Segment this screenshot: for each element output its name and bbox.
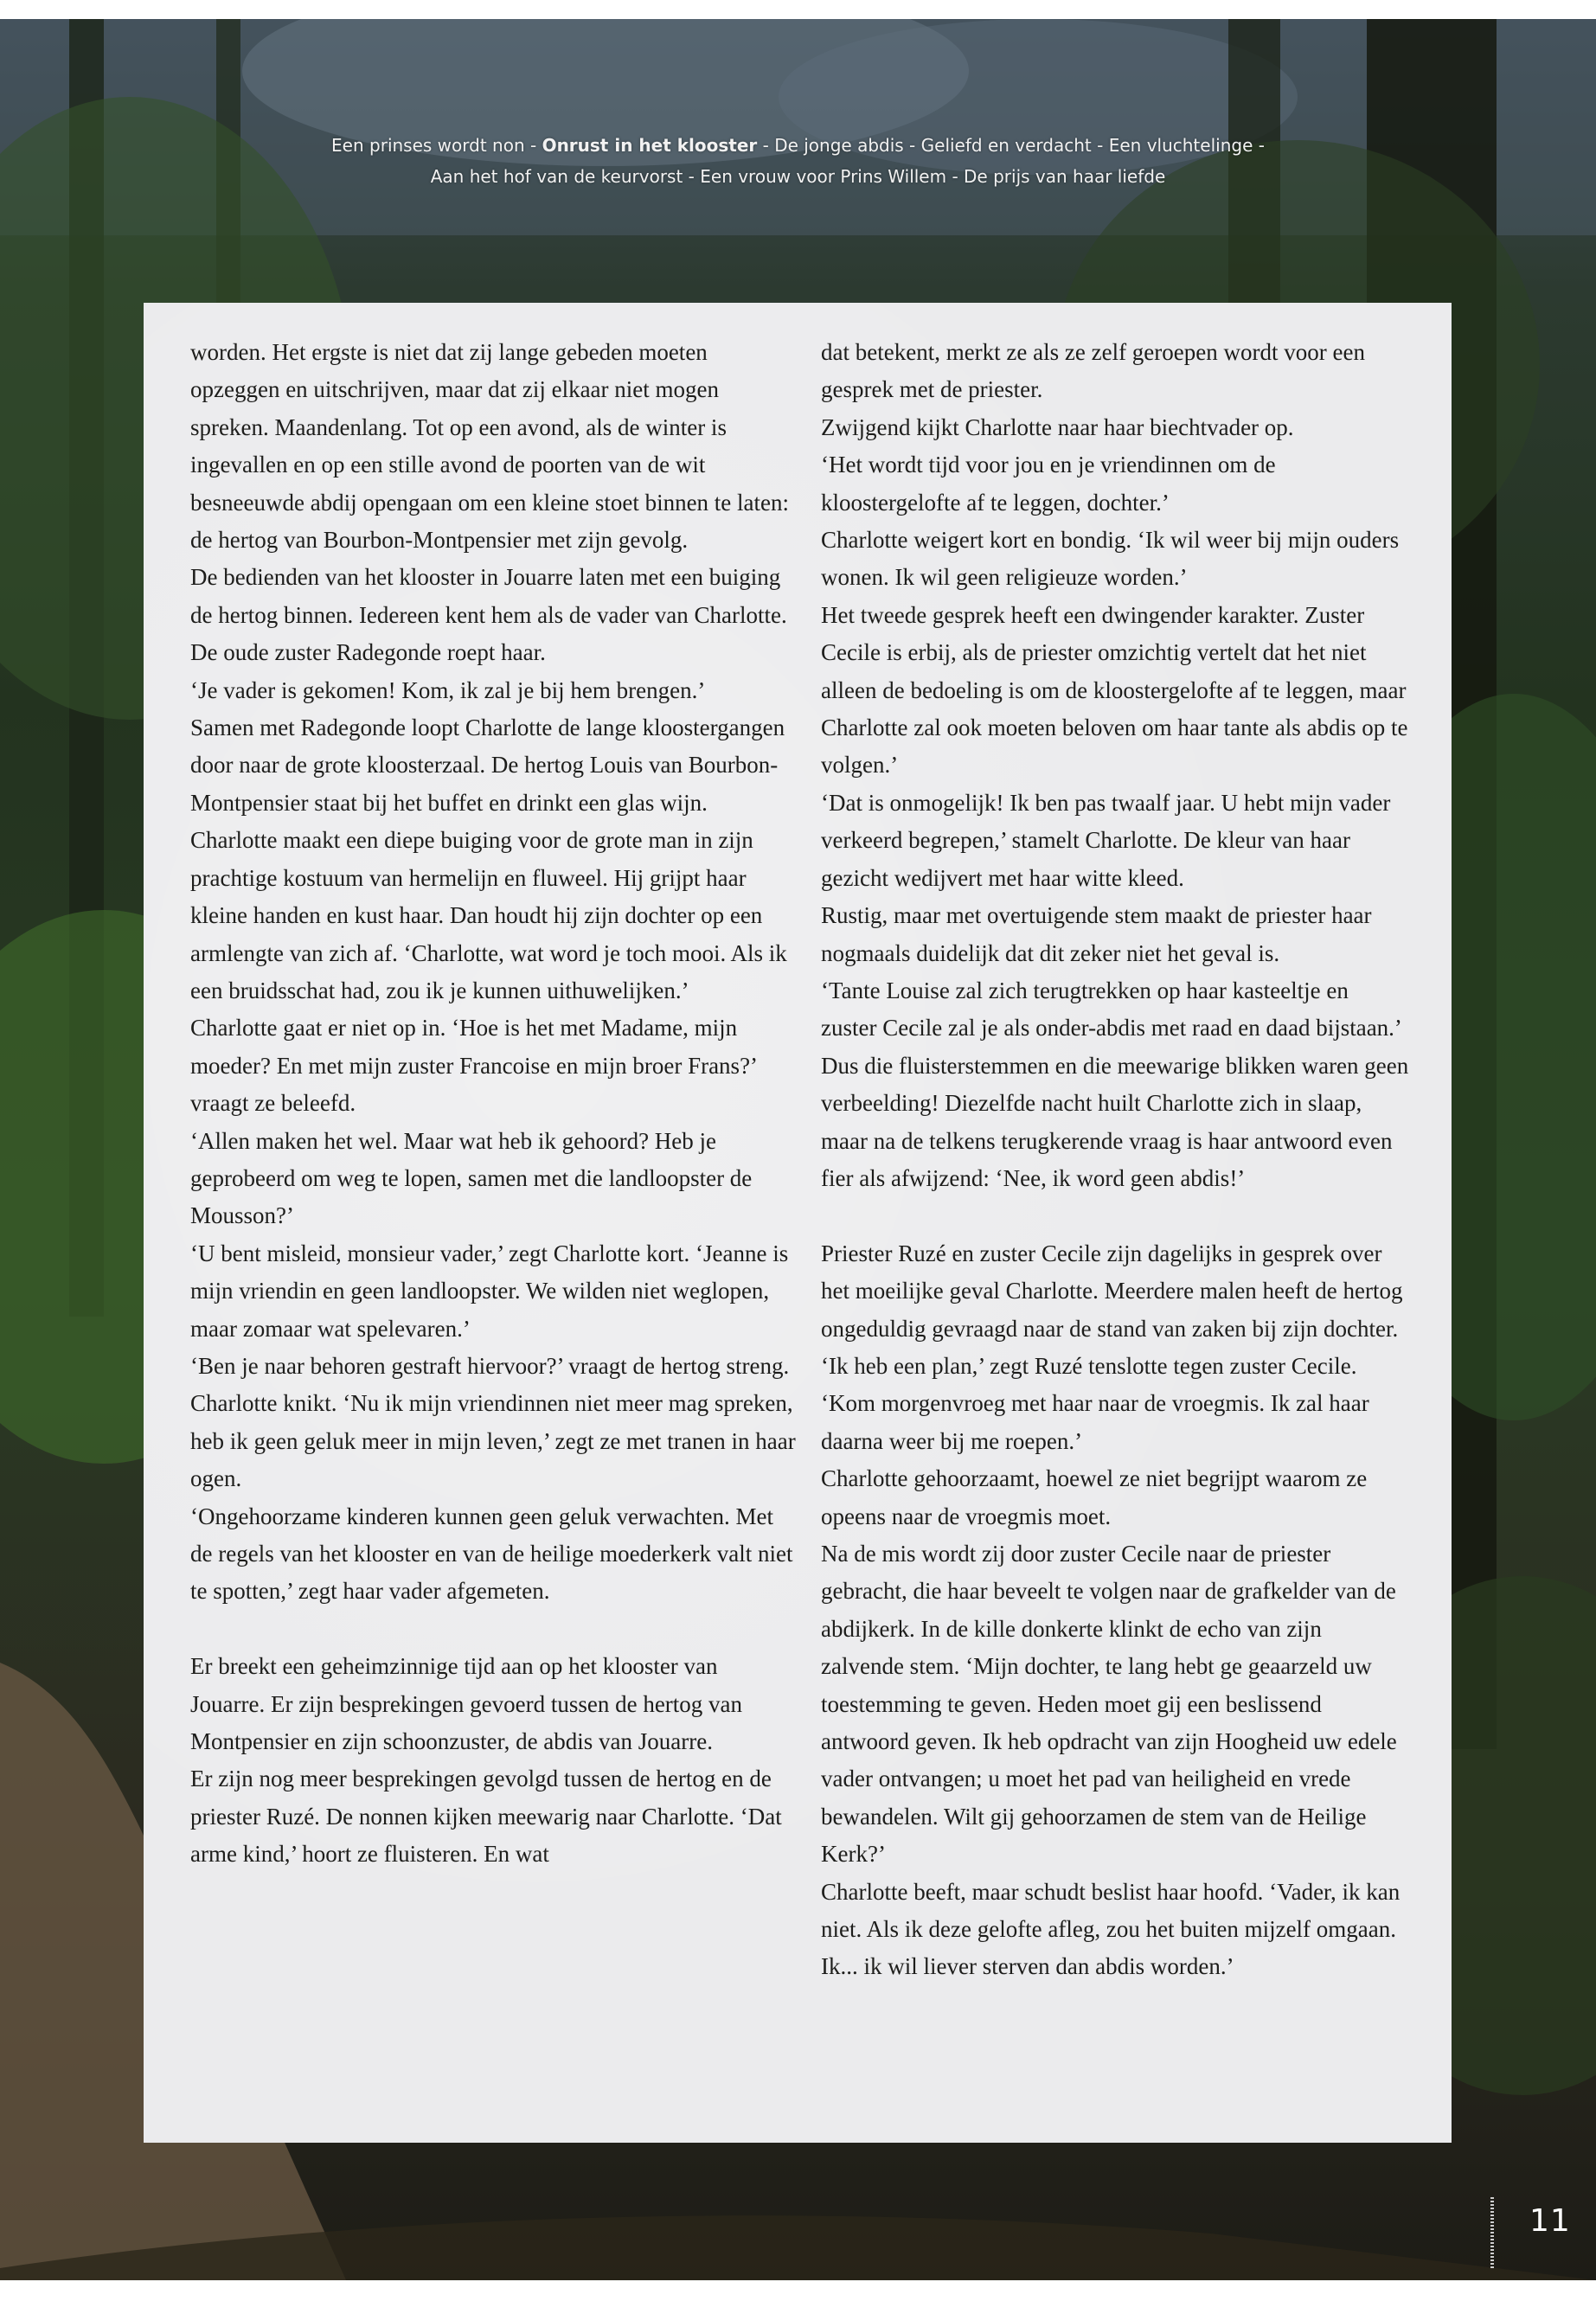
text-column-right	[821, 334, 1409, 1986]
chapter-item-current: Onrust in het klooster	[542, 135, 758, 156]
paragraph: Er zijn nog meer besprekingen gevolgd tussen de hertog en de priester Ruzé. De nonnen kijken meewarig naar Charlotte. ‘Dat arme kind,’ hoort ze fluisteren. En wat	[190, 1766, 782, 1868]
text-column-left	[190, 334, 796, 1874]
paragraph: Charlotte gaat er niet op in. ‘Hoe is het met Madame, mijn moeder? En met mijn zuster Francoise en mijn broer Frans?’ vraagt ze beleefd.	[190, 1015, 757, 1117]
chapter-item: De jonge abdis	[774, 135, 904, 156]
chapter-separator: -	[1253, 135, 1265, 156]
paragraph: ‘U bent misleid, monsieur vader,’ zegt Charlotte kort. ‘Jeanne is mijn vriendin en geen landloopster. We wilden niet weglopen, maar zomaar wat spelevaren.’	[190, 1240, 789, 1342]
chapter-separator: -	[903, 135, 921, 156]
chapter-separator: -	[524, 135, 542, 156]
paragraph: dat betekent, merkt ze als ze zelf geroepen wordt voor een gesprek met de priester.	[821, 339, 1365, 403]
chapter-item: Aan het hof van de keurvorst	[430, 166, 683, 187]
page-number: 11	[1529, 2203, 1571, 2239]
paragraph: ‘Je vader is gekomen! Kom, ik zal je bij hem brengen.’	[190, 676, 706, 703]
paragraph: Zwijgend kijkt Charlotte naar haar biechtvader op.	[821, 413, 1294, 440]
paragraph: ‘Allen maken het wel. Maar wat heb ik gehoord? Heb je geprobeerd om weg te lopen, samen met die landloopster de Mousson?’	[190, 1127, 753, 1229]
paragraph: ‘Het wordt tijd voor jou en je vriendinnen om de kloostergelofte af te leggen, dochter.’	[821, 452, 1276, 516]
paragraph: ‘Ben je naar behoren gestraft hiervoor?’ vraagt de hertog streng.	[190, 1352, 790, 1379]
chapter-item: De prijs van haar liefde	[964, 166, 1166, 187]
chapter-item: Een vluchtelinge	[1108, 135, 1253, 156]
page-number-divider	[1490, 2197, 1494, 2270]
chapter-navigation-line-1	[0, 130, 1596, 161]
chapter-separator: -	[946, 166, 965, 187]
paragraph: ‘Dat is onmogelijk! Ik ben pas twaalf jaar. U hebt mijn vader verkeerd begrepen,’ stamelt Charlotte. De kleur van haar gezicht wedijvert met haar witte kleed.	[821, 789, 1391, 891]
chapter-item: Een prinses wordt non	[331, 135, 525, 156]
chapter-item: Geliefd en verdacht	[920, 135, 1092, 156]
paragraph: Dus die fluisterstemmen en die meewarige blikken waren geen verbeelding! Diezelfde nacht huilt Charlotte zich in slaap, maar na de telkens terugkerende vraag is haar antwoord even fier als afwijzend: ‘Nee, ik word geen abdis!’	[821, 1052, 1409, 1191]
chapter-item: Een vrouw voor Prins Willem	[700, 166, 947, 187]
chapter-navigation	[0, 130, 1596, 192]
chapter-separator: -	[1091, 135, 1109, 156]
paragraph: Charlotte beeft, maar schudt beslist haar hoofd. ‘Vader, ik kan niet. Als ik deze gelofte afleg, zou het buiten mijzelf omgaan. Ik... ik wil liever sterven dan abdis worden.’	[821, 1878, 1401, 1980]
paragraph: ‘Tante Louise zal zich terugtrekken op haar kasteeltje en zuster Cecile zal je als onder-abdis met raad en daad bijstaan.’	[821, 977, 1402, 1042]
paragraph: Charlotte weigert kort en bondig. ‘Ik wil weer bij mijn ouders wonen. Ik wil geen religieuze worden.’	[821, 527, 1400, 591]
paragraph: Het tweede gesprek heeft een dwingender karakter. Zuster Cecile is erbij, als de priester omzichtig vertelt dat het niet alleen de bedoeling is om de kloostergelofte af te leggen, maar Charlotte zal ook moeten beloven om haar tante als abdis op te volgen.’	[821, 601, 1408, 779]
paragraph: worden. Het ergste is niet dat zij lange gebeden moeten opzeggen en uitschrijven, maar dat zij elkaar niet mogen spreken. Maandenlang. Tot op een avond, als de winter is ingevallen en op een stille avond de poorten van de wit besneeuwde abdij opengaan om een kleine stoet binnen te laten: de hertog van Bourbon-Montpensier met zijn gevolg.	[190, 339, 790, 554]
paragraph: Er breekt een geheimzinnige tijd aan op het klooster van Jouarre. Er zijn besprekingen gevoerd tussen de hertog van Montpensier en zijn schoonzuster, de abdis van Jouarre.	[190, 1653, 743, 1755]
paragraph: Charlotte knikt. ‘Nu ik mijn vriendinnen niet meer mag spreken, heb ik geen geluk meer in mijn leven,’ zegt ze met tranen in haar ogen.	[190, 1390, 796, 1492]
chapter-navigation-line-2	[0, 161, 1596, 192]
paragraph: Rustig, maar met overtuigende stem maakt de priester haar nogmaals duidelijk dat dit zeker niet het geval is.	[821, 902, 1372, 966]
chapter-separator: -	[757, 135, 775, 156]
paragraph: Priester Ruzé en zuster Cecile zijn dagelijks in gesprek over het moeilijke geval Charlotte. Meerdere malen heeft de hertog ongeduldig gevraagd naar de stand van zaken bij zijn dochter. ‘Ik heb een plan,’ zegt Ruzé tenslotte tegen zuster Cecile. ‘Kom morgenvroeg met haar naar de vroegmis. Ik zal haar daarna weer bij me roepen.’	[821, 1240, 1403, 1454]
paragraph: Na de mis wordt zij door zuster Cecile naar de priester gebracht, die haar beveelt te volgen naar de grafkelder van de abdijkerk. In de kille donkerte klinkt de echo van zijn zalvende stem. ‘Mijn dochter, te lang hebt ge geaarzeld uw toestemming te geven. Heden moet gij een beslissend antwoord geven. Ik heb opdracht van zijn Hoogheid uw edele vader ontvangen; u moet het pad van heiligheid en vrede bewandelen. Wilt gij gehoorzamen de stem van de Heilige Kerk?’	[821, 1540, 1397, 1868]
paragraph: Samen met Radegonde loopt Charlotte de lange kloostergangen door naar de grote kloosterzaal. De hertog Louis van Bourbon-Montpensier staat bij het buffet en drinkt een glas wijn. Charlotte maakt een diepe buiging voor de grote man in zijn prachtige kostuum van hermelijn en fluweel. Hij grijpt haar kleine handen en kust haar. Dan houdt hij zijn dochter op een armlengte van zich af. ‘Charlotte, wat word je toch mooi. Als ik een bruidsschat had, zou ik je kunnen uithuwelijken.’	[190, 715, 787, 1003]
chapter-separator: -	[683, 166, 701, 187]
paragraph: De bedienden van het klooster in Jouarre laten met een buiging de hertog binnen. Iedereen kent hem als de vader van Charlotte. De oude zuster Radegonde roept haar.	[190, 564, 787, 666]
paragraph: ‘Ongehoorzame kinderen kunnen geen geluk verwachten. Met de regels van het klooster en van de heilige moederkerk valt niet te spotten,’ zegt haar vader afgemeten.	[190, 1503, 793, 1605]
text-panel	[144, 303, 1452, 2143]
paragraph: Charlotte gehoorzaamt, hoewel ze niet begrijpt waarom ze opeens naar de vroegmis moet.	[821, 1465, 1368, 1529]
